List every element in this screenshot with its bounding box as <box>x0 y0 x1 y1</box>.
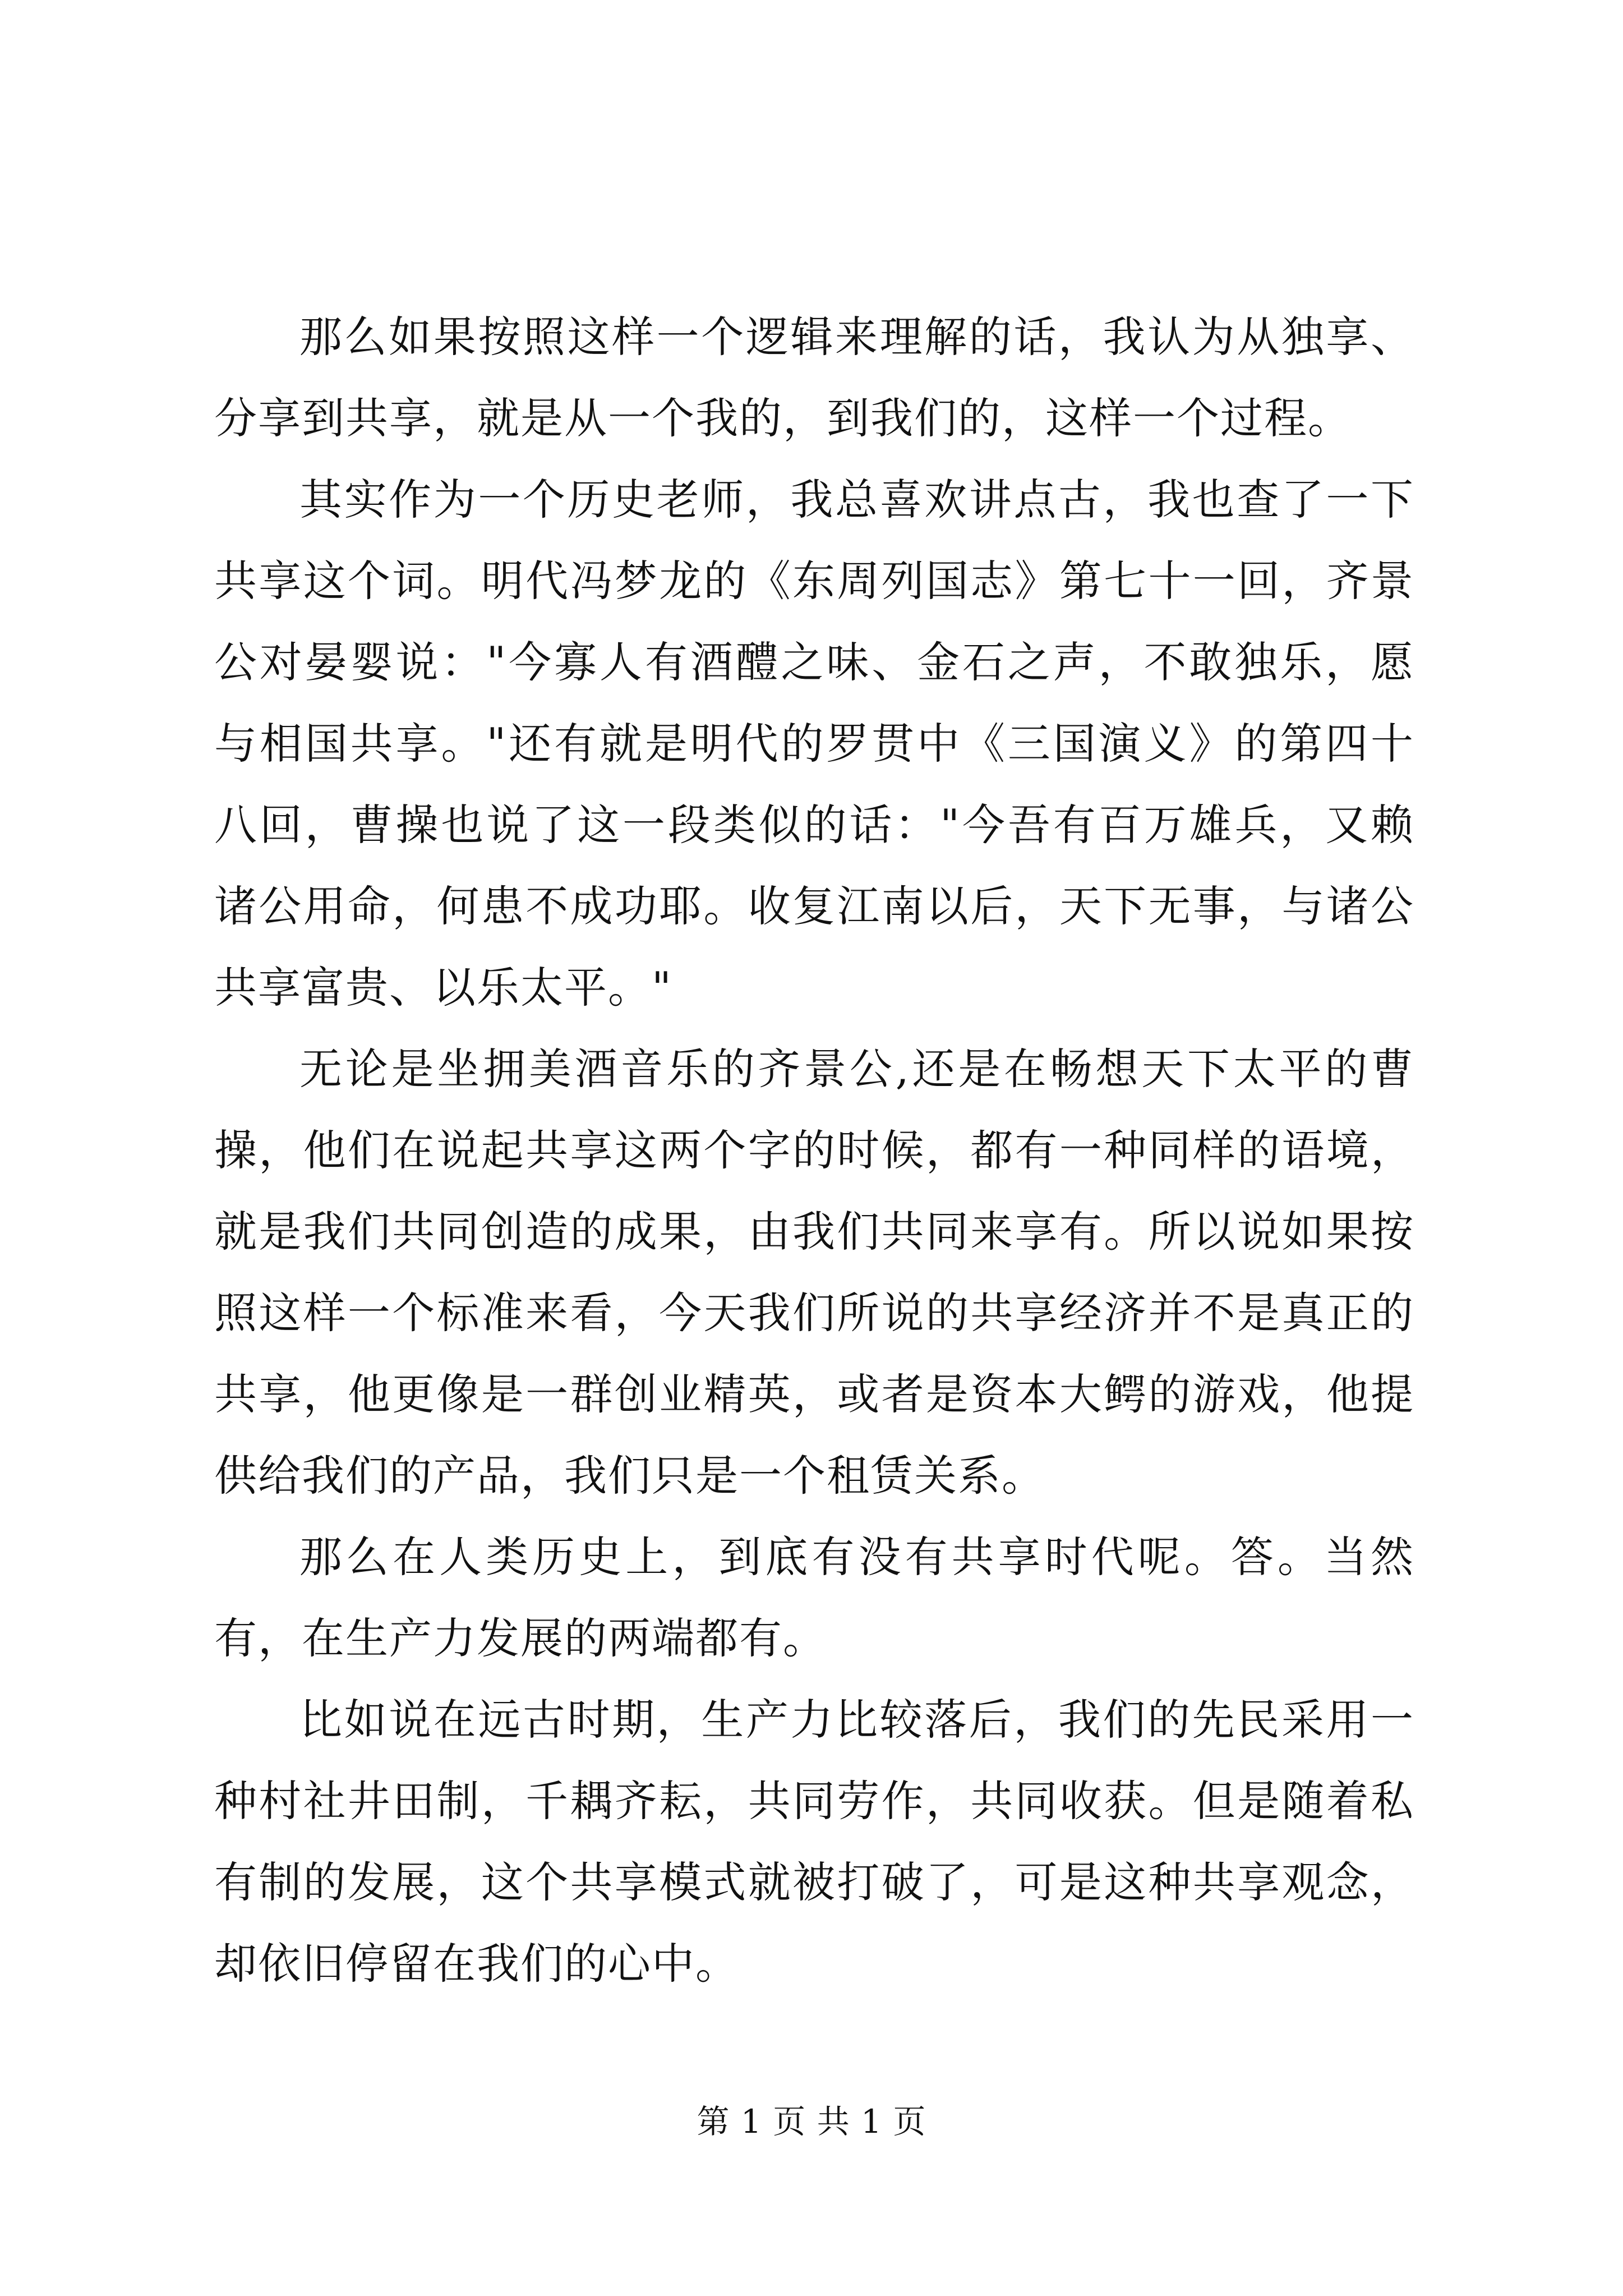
paragraph-2: 其实作为一个历史老师，我总喜欢讲点古，我也查了一下共享这个词。明代冯梦龙的《东周列国志》第七十一回，齐景公对晏婴说："今寡人有酒醴之味、金石之声，不敢独乐，愿与相国共享。"还有就是明代的罗贯中《三国演义》的第四十八回，曹操也说了这一段类似的话："今吾有百万雄兵，又赖诸公用命，何患不成功耶。收复江南以后，天下无事，与诸公共享富贵、以乐太平。" <box>214 475 1414 1013</box>
paragraph-1: 那么如果按照这样一个逻辑来理解的话，我认为从独享、分享到共享，就是从一个我的，到我们的，这样一个过程。 <box>214 312 1414 443</box>
page-footer: 第 1 页 共 1 页 <box>697 2102 926 2141</box>
paragraph-5: 比如说在远古时期，生产力比较落后，我们的先民采用一种村社井田制，千耦齐耘，共同劳作，共同收获。但是随着私有制的发展，这个共享模式就被打破了，可是这种共享观念，却依旧停留在我们的心中。 <box>214 1695 1414 1989</box>
paragraph-4: 那么在人类历史上，到底有没有共享时代呢。答。当然有，在生产力发展的两端都有。 <box>214 1532 1414 1663</box>
paragraph-3: 无论是坐拥美酒音乐的齐景公,还是在畅想天下太平的曹操，他们在说起共享这两个字的时候，都有一种同样的语境，就是我们共同创造的成果，由我们共同来享有。所以说如果按照这样一个标准来看，今天我们所说的共享经济并不是真正的共享，他更像是一群创业精英，或者是资本大鳄的游戏，他提供给我们的产品，我们只是一个租赁关系。 <box>214 1044 1414 1501</box>
document-body <box>214 296 1414 2004</box>
